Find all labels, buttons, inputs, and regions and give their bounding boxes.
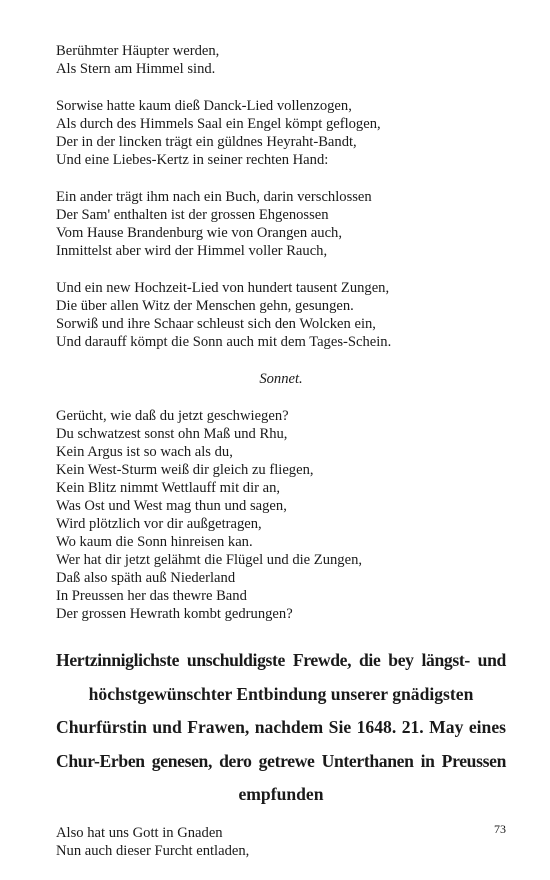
verse-line: Wer hat dir jetzt gelähmt die Flügel und die Zungen, [56, 552, 363, 568]
verse-line: Kein West-Sturm weiß dir gleich zu fliegen, [56, 462, 314, 478]
verse-line: Als durch des Himmels Saal ein Engel kömpt geflogen, [56, 116, 381, 132]
heading-line: höchstgewünschter Entbindung unserer gnädigsten [88, 683, 474, 704]
verse-line: Der in der lincken trägt ein güldnes Heyraht-Bandt, [56, 134, 357, 150]
verse-line: Also hat uns Gott in Gnaden [56, 824, 223, 841]
poem-stanza-2 [56, 97, 506, 169]
heading-line: Churfürstin und Frawen, nachdem Sie 1648. 21. May eines [56, 717, 506, 737]
closing-stanza [56, 824, 506, 860]
verse-line: Sorwise hatte kaum dieß Danck-Lied vollenzogen, [56, 98, 352, 114]
verse-line: Nun auch dieser Furcht entladen, [56, 842, 250, 859]
sonnet-body [56, 407, 506, 623]
verse-line: Wo kaum die Sonn hinreisen kan. [56, 534, 253, 550]
verse-line: Inmittelst aber wird der Himmel voller Rauch, [56, 243, 328, 259]
poem-stanza-1 [56, 42, 506, 78]
verse-line: Ein ander trägt ihm nach ein Buch, darin verschlossen [56, 189, 372, 205]
verse-line: Der grossen Hewrath kombt gedrungen? [56, 606, 293, 622]
poem-stanza-3 [56, 188, 506, 260]
heading-line: empfunden [238, 784, 324, 804]
page-body [56, 42, 506, 879]
sonnet-title: Sonnet. [259, 371, 303, 387]
verse-line: Als Stern am Himmel sind. [56, 61, 216, 77]
verse-line: Was Ost und West mag thun und sagen, [56, 498, 287, 514]
verse-line: Daß also späth auß Niederland [56, 570, 236, 586]
verse-line: Und darauff kömpt die Sonn auch mit dem Tages-Schein. [56, 334, 392, 350]
verse-line: Und ein new Hochzeit-Lied von hundert tausent Zungen, [56, 280, 390, 296]
verse-line: Und eine Liebes-Kertz in seiner rechten Hand: [56, 152, 329, 168]
verse-line: Die über allen Witz der Menschen gehn, gesungen. [56, 298, 354, 314]
page-number: 73 [494, 822, 506, 836]
poem-stanza-4 [56, 279, 506, 351]
verse-line: Kein Argus ist so wach als du, [56, 444, 233, 460]
verse-line: Vom Hause Brandenburg wie von Orangen auch, [56, 225, 342, 241]
verse-line: Sorwiß und ihre Schaar schleust sich den Wolcken ein, [56, 316, 376, 332]
verse-line: In Preussen her das thewre Band [56, 588, 247, 604]
verse-line: Gerücht, wie daß du jetzt geschwiegen? [56, 408, 289, 424]
heading-line: Hertzinniglichste unschuldigste Frewde, die bey längst- und [56, 650, 506, 670]
verse-line: Wird plötzlich vor dir außgetragen, [56, 516, 262, 532]
verse-line: Du schwatzest sonst ohn Maß und Rhu, [56, 426, 288, 442]
section-heading [56, 644, 506, 812]
verse-line: Berühmter Häupter werden, [56, 43, 220, 59]
verse-line: Der Sam' enthalten ist der grossen Ehgenossen [56, 207, 329, 223]
verse-line: Kein Blitz nimmt Wettlauff mit dir an, [56, 480, 281, 496]
heading-line: Chur-Erben genesen, dero getrewe Unterthanen in Preussen [56, 750, 506, 771]
